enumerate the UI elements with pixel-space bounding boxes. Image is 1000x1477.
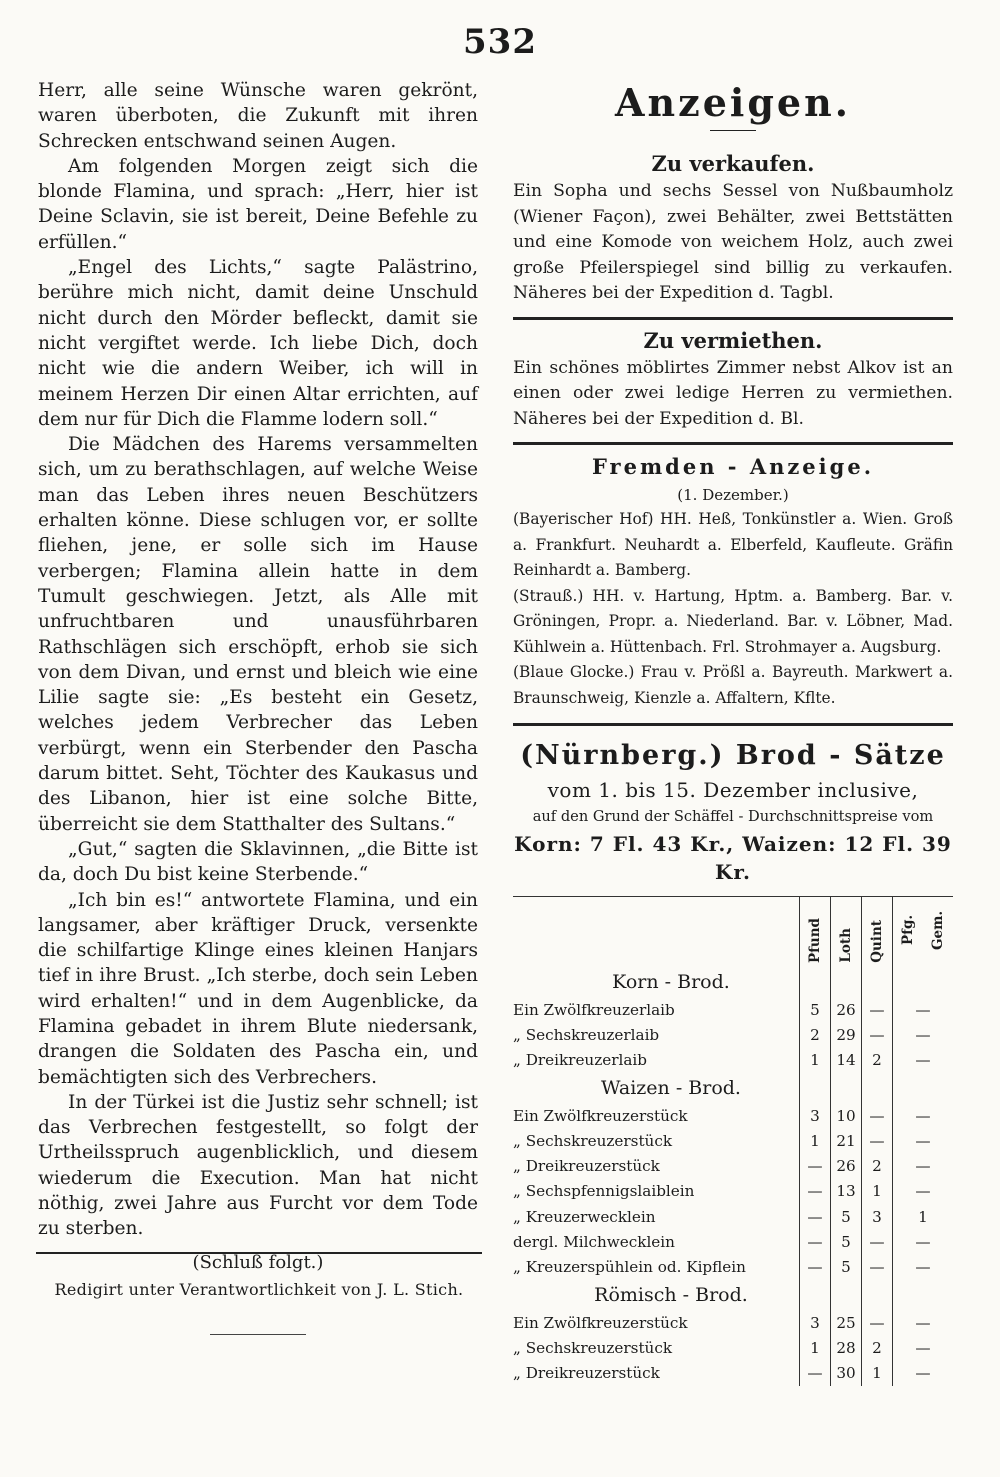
story-paragraph: Am folgenden Morgen zeigt sich die blonde Flamina, und sprach: „Herr, hier ist Deine Sclavin, sie ist bereit, Deine Befehle zu erfüllen.“ (38, 155, 478, 253)
bread-value: 1 (800, 1128, 831, 1153)
bread-item: Ein Zwölfkreuzerlaib (513, 1000, 675, 1019)
bread-value: 2 (862, 1048, 893, 1073)
column-header-pfund: Pfund (800, 897, 831, 968)
table-row (513, 997, 953, 1022)
bread-value: — (862, 1255, 893, 1280)
bread-value: — (862, 1128, 893, 1153)
bread-value: — (800, 1179, 831, 1204)
bread-value: 1 (862, 1361, 893, 1386)
bread-value: — (862, 997, 893, 1022)
table-row (513, 1179, 953, 1204)
story-paragraph: „Ich bin es!“ antwortete Flamina, und ein langsamer, aber kräftiger Druck, versenkte die schilfartige Klinge eines kleinen Hanjars tief in ihre Brust. „Ich sterbe, doch sein Leben wird erhalten!“ und in dem Augenblicke, da Flamina gebadet in ihrem Blute niedersank, drangen die Soldaten des Pascha ein, und bemächtigten sich des Verbrechers. (38, 889, 478, 1088)
bread-item: „ Dreikreuzerstück (513, 1157, 660, 1176)
empty-cell (862, 967, 893, 997)
bread-value: — (893, 1361, 954, 1386)
bread-group-name: Römisch - Brod. (594, 1283, 748, 1306)
story-paragraph: „Engel des Lichts,“ sagte Palästrino, berühre mich nicht, damit deine Unschuld nicht durch den Mörder befleckt, damit sie nicht vergiftet werde. Ich liebe Dich, doch nicht wie die andern Weiber, ich will in meinem Herzen Dir einen Altar errichten, auf dem nur für Dich die Flamme lodern soll.“ (38, 257, 478, 430)
table-row (513, 1153, 953, 1178)
empty-cell (831, 1280, 862, 1310)
bread-value: 13 (831, 1179, 862, 1204)
bread-value: — (862, 1229, 893, 1254)
empty-cell (800, 967, 831, 997)
column-header-pfg-gem: Pfg. Gem. (893, 897, 954, 968)
end-rule (210, 1334, 306, 1335)
bread-value: — (893, 1229, 954, 1254)
empty-cell (893, 967, 954, 997)
bread-value: 5 (831, 1255, 862, 1280)
sale-ad-text: Ein Sopha und sechs Sessel von Nußbaumholz (Wiener Façon), zwei Behälter, zwei Bettstätten und eine Komode von weichem Holz, auch zwei große Pfeilerspiegel sind billig zu verkaufen. Näheres bei der Expedition d. Tagbl. (513, 181, 953, 303)
section-rule (513, 723, 953, 726)
bread-value: 3 (800, 1103, 831, 1128)
bread-value: 1 (800, 1048, 831, 1073)
bread-item: Ein Zwölfkreuzerstück (513, 1313, 688, 1332)
empty-cell (893, 1280, 954, 1310)
bread-value: — (800, 1153, 831, 1178)
editor-note: Redigirt unter Verantwortlichkeit von J. L. Stich. (54, 1280, 464, 1299)
table-row (513, 1255, 953, 1280)
bread-value: 1 (862, 1179, 893, 1204)
bread-value: — (862, 1022, 893, 1047)
rent-heading: Zu vermiethen. (643, 327, 823, 353)
bread-group-name: Korn - Brod. (612, 971, 730, 993)
table-row (513, 1128, 953, 1153)
section-rule (513, 442, 953, 445)
section-rule (513, 317, 953, 320)
bread-value: 2 (862, 1335, 893, 1360)
title-underline (710, 130, 756, 131)
bread-value: — (862, 1103, 893, 1128)
empty-cell (800, 1280, 831, 1310)
column-header-loth: Loth (831, 897, 862, 968)
bread-item: Ein Zwölfkreuzerstück (513, 1106, 688, 1125)
bread-item: „ Sechskreuzerlaib (513, 1025, 660, 1044)
bread-value: — (893, 1128, 954, 1153)
bread-item: „ Dreikreuzerstück (513, 1364, 660, 1383)
to-be-continued: (Schluß folgt.) (192, 1251, 324, 1273)
bread-item: dergl. Milchwecklein (513, 1233, 675, 1252)
arrivals-entry: (Bayerischer Hof) HH. Heß, Tonkünstler a. Wien. Groß a. Frankfurt. Neuhardt a. Elberfeld, Kaufleute. Gräfin Reinhardt a. Bamberg. (513, 510, 953, 579)
empty-cell (831, 1073, 862, 1103)
bread-item: „ Kreuzerwecklein (513, 1207, 656, 1226)
table-row (513, 1310, 953, 1335)
bread-value: 14 (831, 1048, 862, 1073)
bread-value: 28 (831, 1335, 862, 1360)
bread-item: „ Sechskreuzerstück (513, 1338, 673, 1357)
column-divider (36, 1252, 482, 1254)
bread-value: 26 (831, 1153, 862, 1178)
bread-value: 26 (831, 997, 862, 1022)
bread-group-row (513, 1280, 953, 1310)
table-row (513, 1229, 953, 1254)
bread-value: — (893, 1179, 954, 1204)
bread-value: 25 (831, 1310, 862, 1335)
empty-cell (800, 1073, 831, 1103)
bread-value: 3 (800, 1310, 831, 1335)
bread-value: — (893, 1153, 954, 1178)
column-header-quint: Quint (862, 897, 893, 968)
bread-group-row (513, 1073, 953, 1103)
bread-price-table (513, 896, 953, 1386)
story-paragraph: In der Türkei ist die Justiz sehr schnell; ist das Verbrechen festgestellt, so folgt der Urtheilsspruch augenblicklich, und diesem wiederum die Execution. Man hat nicht nöthig, zwei Jahre aus Furcht vor dem Tode zu sterben. (38, 1091, 478, 1240)
arrivals-heading: Fremden - Anzeige. (591, 454, 875, 479)
empty-cell (893, 1073, 954, 1103)
ads-column (513, 78, 953, 1386)
empty-cell (862, 1073, 893, 1103)
table-row (513, 1335, 953, 1360)
page-number: 532 (463, 22, 537, 62)
empty-cell (862, 1280, 893, 1310)
bread-title: (Nürnberg.) Brod - Sätze (520, 740, 946, 771)
grain-prices: Korn: 7 Fl. 43 Kr., Waizen: 12 Fl. 39 Kr. (514, 832, 952, 884)
bread-value: 2 (800, 1022, 831, 1047)
bread-value: — (893, 1335, 954, 1360)
bread-value: 30 (831, 1361, 862, 1386)
bread-item: „ Dreikreuzerlaib (513, 1051, 647, 1070)
bread-value: 21 (831, 1128, 862, 1153)
bread-value: 1 (893, 1204, 954, 1229)
bread-value: — (862, 1310, 893, 1335)
bread-period: vom 1. bis 15. Dezember inclusive, (547, 778, 919, 802)
bread-value: — (893, 997, 954, 1022)
bread-group-name: Waizen - Brod. (601, 1076, 741, 1099)
bread-value: — (893, 1022, 954, 1047)
table-row (513, 1103, 953, 1128)
bread-value: 29 (831, 1022, 862, 1047)
arrivals-date: (1. Dezember.) (677, 486, 789, 504)
bread-value: 1 (800, 1335, 831, 1360)
table-row (513, 1204, 953, 1229)
bread-value: 3 (862, 1204, 893, 1229)
bread-item: „ Sechspfennigslaiblein (513, 1182, 695, 1201)
table-row (513, 1022, 953, 1047)
bread-value: 5 (831, 1204, 862, 1229)
arrivals-entry: (Strauß.) HH. v. Hartung, Hptm. a. Bamberg. Bar. v. Gröningen, Propr. a. Niederland. Bar. v. Löbner, Mad. Kühlwein a. Hüttenbach. Frl. Strohmayer a. Augsburg. (513, 586, 953, 656)
bread-value: — (893, 1103, 954, 1128)
bread-group-row (513, 967, 953, 997)
rent-ad-text: Ein schönes möblirtes Zimmer nebst Alkov ist an einen oder zwei ledige Herren zu vermiethen. Näheres bei der Expedition d. Bl. (513, 357, 953, 429)
bread-value: 10 (831, 1103, 862, 1128)
bread-value: 5 (800, 997, 831, 1022)
bread-value: — (893, 1255, 954, 1280)
ads-title: Anzeigen. (615, 80, 851, 125)
bread-value: — (800, 1361, 831, 1386)
bread-value: — (800, 1204, 831, 1229)
table-row (513, 1048, 953, 1073)
bread-value: — (800, 1255, 831, 1280)
sale-heading: Zu verkaufen. (651, 151, 815, 176)
story-paragraph: „Gut,“ sagten die Sklavinnen, „die Bitte ist da, doch Du bist keine Sterbende.“ (38, 838, 478, 886)
story-column (38, 78, 478, 1275)
arrivals-entry: (Blaue Glocke.) Frau v. Prößl a. Bayreuth. Markwert a. Braunschweig, Kienzle a. Affaltern, Kflte. (513, 663, 953, 707)
bread-value: — (800, 1229, 831, 1254)
bread-value: — (893, 1048, 954, 1073)
story-paragraph: Herr, alle seine Wünsche waren gekrönt, waren überboten, die Zukunft mit ihren Schrecken entschwand seinen Augen. (38, 80, 478, 152)
bread-basis: auf den Grund der Schäffel - Durchschnittspreise vom (532, 808, 934, 825)
bread-item: „ Sechskreuzerstück (513, 1131, 673, 1150)
bread-item: „ Kreuzerspühlein od. Kipflein (513, 1258, 746, 1277)
bread-value: — (893, 1310, 954, 1335)
bread-value: 5 (831, 1229, 862, 1254)
table-row (513, 1361, 953, 1386)
story-paragraph: Die Mädchen des Harems versammelten sich, um zu berathschlagen, auf welche Weise man das Leben ihres neuen Beschützers erhalten könne. Diese schlugen vor, er sollte fliehen, jene, er solle sich im Hause verbergen; Flamina allein hatte in dem Tumult geschwiegen. Jetzt, als Alle mit unfruchtbaren und unausführbaren Rathschlägen sich erschöpft, erhob sie sich von dem Divan, und ernst und bleich wie eine Lilie sagte sie: „Es besteht ein Gesetz, welches jedem Verbrecher das Leben verbürgt, wenn ein Sterbender den Pascha darum bittet. Seht, Töchter des Kaukasus und des Libanon, hier ist eine solche Bitte, überreicht sie dem Statthalter des Sultans.“ (38, 434, 478, 835)
bread-value: 2 (862, 1153, 893, 1178)
empty-cell (831, 967, 862, 997)
table-header-item (513, 897, 800, 968)
